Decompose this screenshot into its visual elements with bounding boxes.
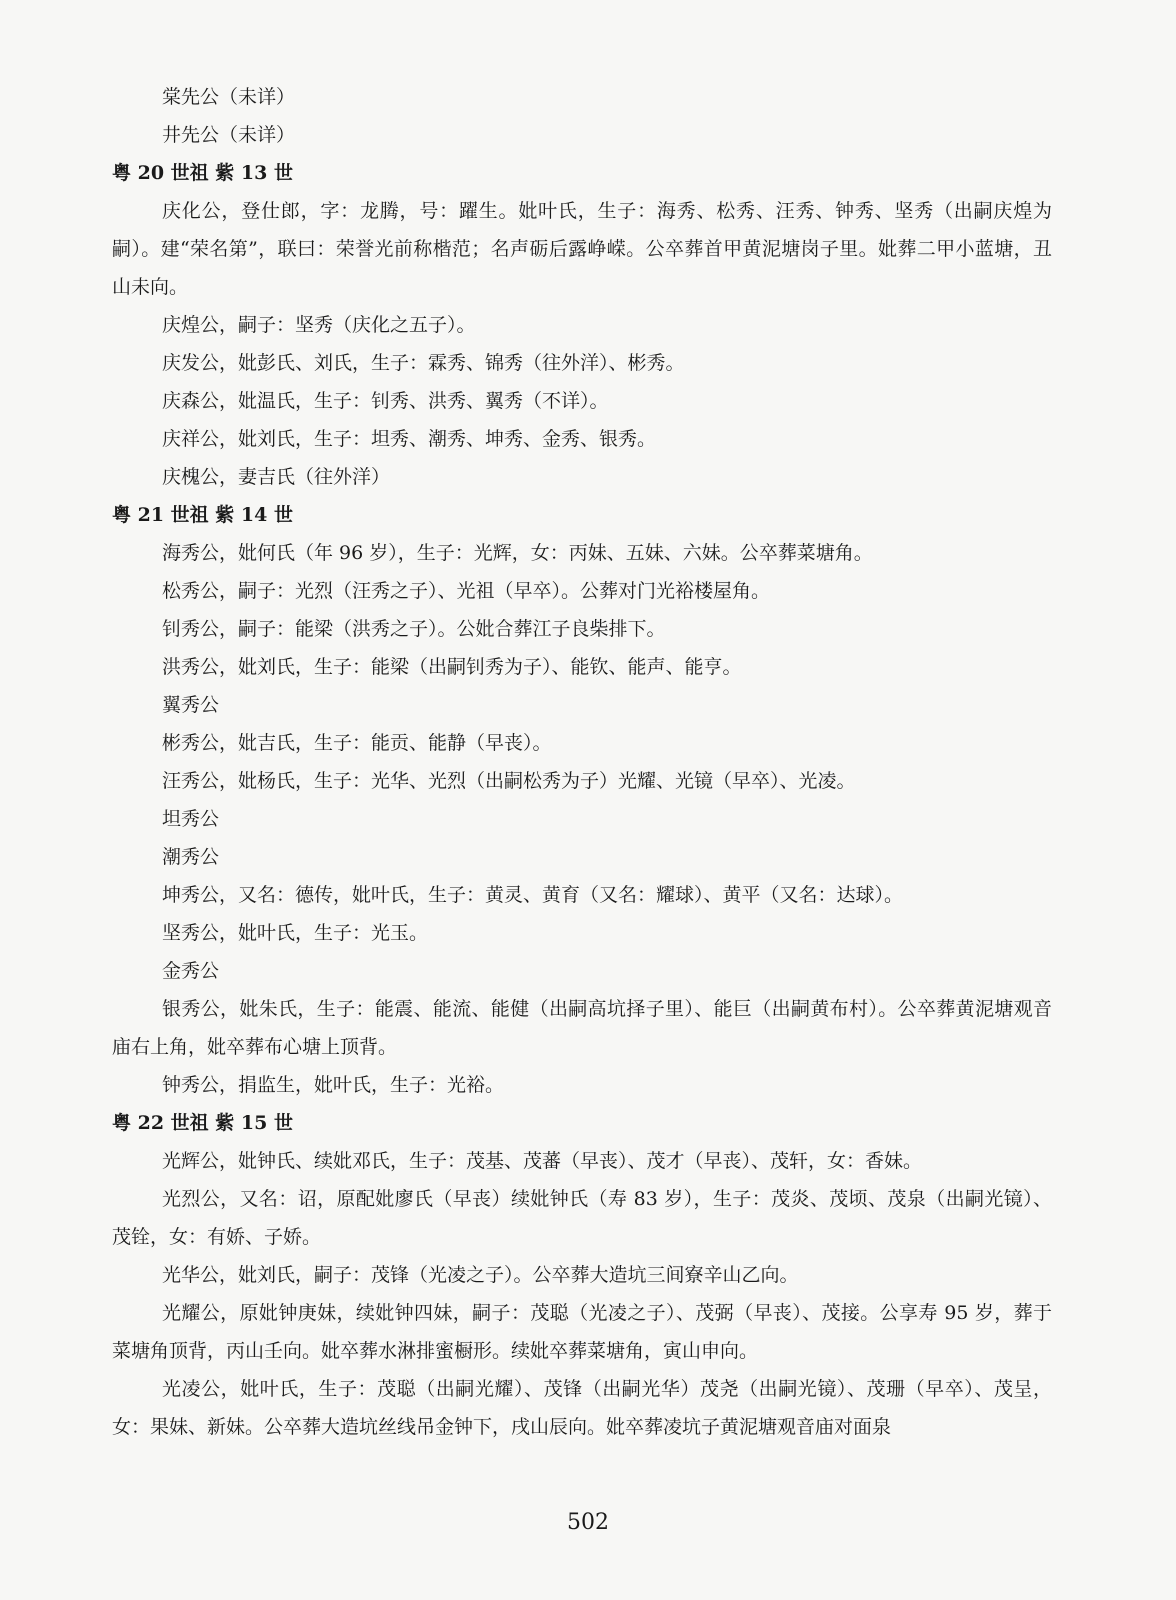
genealogy-entry: 潮秀公: [162, 846, 220, 868]
genealogy-entry: 井先公（未详）: [162, 124, 296, 146]
genealogy-entry: 庆发公，妣彭氏、刘氏，生子：霖秀、锦秀（往外洋）、彬秀。: [162, 352, 685, 374]
genealogy-entry: 翼秀公: [162, 694, 220, 716]
genealogy-entry: 光辉公，妣钟氏、续妣邓氏，生子：茂基、茂蕃（早丧）、茂才（早丧）、茂轩，女：香妹。: [162, 1150, 923, 1172]
genealogy-entry: 光华公，妣刘氏，嗣子：茂锋（光凌之子）。公卒葬大造坑三间寮辛山乙向。: [162, 1264, 799, 1286]
genealogy-entry: 庆煌公，嗣子：坚秀（庆化之五子）。: [162, 314, 476, 336]
genealogy-entry: 钟秀公，捐监生，妣叶氏，生子：光裕。: [162, 1074, 505, 1096]
generation-heading: 粤 21 世祖 紫 14 世: [112, 504, 293, 526]
page-number: 502: [567, 1510, 609, 1535]
genealogy-entry: 庆祥公，妣刘氏，生子：坦秀、潮秀、坤秀、金秀、银秀。: [162, 428, 657, 450]
genealogy-entry: 彬秀公，妣吉氏，生子：能贡、能静（早丧）。: [162, 732, 552, 754]
genealogy-entry: 光烈公，又名：诏，原配妣廖氏（早丧）续妣钟氏（寿 83 岁），生子：茂炎、茂顷、茂泉（出嗣光镜）、茂铨，女：有娇、子娇。: [112, 1188, 1052, 1248]
genealogy-entry: 银秀公，妣朱氏，生子：能震、能流、能健（出嗣高坑择子里）、能巨（出嗣黄布村）。公卒葬黄泥塘观音庙右上角，妣卒葬布心塘上顶背。: [112, 998, 1052, 1058]
genealogy-entry: 坦秀公: [162, 808, 220, 830]
generation-heading: 粤 22 世祖 紫 15 世: [112, 1112, 293, 1134]
genealogy-entry: 海秀公，妣何氏（年 96 岁），生子：光辉，女：丙妹、五妹、六妹。公卒葬菜塘角。: [162, 542, 873, 564]
genealogy-entry: 庆槐公，妻吉氏（往外洋）: [162, 466, 391, 488]
genealogy-entry: 钊秀公，嗣子：能梁（洪秀之子）。公妣合葬江子良柴排下。: [162, 618, 666, 640]
genealogy-entry: 汪秀公，妣杨氏，生子：光华、光烈（出嗣松秀为子）光耀、光镜（早卒）、光凌。: [162, 770, 856, 792]
genealogy-entry: 坚秀公，妣叶氏，生子：光玉。: [162, 922, 429, 944]
genealogy-entry: 庆化公，登仕郎，字：龙腾，号：躍生。妣叶氏，生子：海秀、松秀、汪秀、钟秀、坚秀（出嗣庆煌为嗣）。建“荣名第”，联曰：荣誉光前称楷范；名声砺后露峥嵘。公卒葬首甲黄泥塘岗子里。妣葬二甲小蓝塘，丑山未向。: [112, 200, 1052, 298]
genealogy-entry: 棠先公（未详）: [162, 86, 296, 108]
genealogy-entry: 松秀公，嗣子：光烈（汪秀之子）、光祖（早卒）。公葬对门光裕楼屋角。: [162, 580, 771, 602]
generation-heading: 粤 20 世祖 紫 13 世: [112, 162, 293, 184]
genealogy-text: [112, 78, 1052, 1446]
genealogy-entry: 光耀公，原妣钟庚妹，续妣钟四妹，嗣子：茂聪（光凌之子）、茂弼（早丧）、茂接。公享寿 95 岁，葬于菜塘角顶背，丙山壬向。妣卒葬水淋排蜜橱形。续妣卒葬菜塘角，寅山申向。: [112, 1302, 1052, 1362]
genealogy-entry: 光凌公，妣叶氏，生子：茂聪（出嗣光耀）、茂锋（出嗣光华）茂尧（出嗣光镜）、茂珊（早卒）、茂呈，女：果妹、新妹。公卒葬大造坑丝线吊金钟下，戌山辰向。妣卒葬凌坑子黄泥塘观音庙对面泉: [112, 1378, 1052, 1438]
genealogy-entry: 洪秀公，妣刘氏，生子：能梁（出嗣钊秀为子）、能钦、能声、能亨。: [162, 656, 742, 678]
genealogy-entry: 金秀公: [162, 960, 220, 982]
genealogy-entry: 庆森公，妣温氏，生子：钊秀、洪秀、翼秀（不详）。: [162, 390, 609, 412]
genealogy-entry: 坤秀公，又名：德传，妣叶氏，生子：黄灵、黄育（又名：耀球）、黄平（又名：达球）。: [162, 884, 904, 906]
